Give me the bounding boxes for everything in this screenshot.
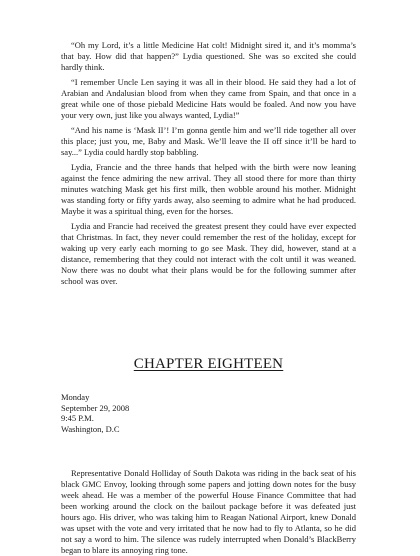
dateline-day: Monday bbox=[61, 392, 90, 402]
chapter-heading bbox=[61, 355, 356, 373]
paragraph-6: Representative Donald Holliday of South Dakota was riding in the back seat of his black GMC Envoy, looking through some papers and jotting down notes for the busy week ahead. He was a member of the powerful House Finance Committee that had been working around the clock on the bailout package before it was defeated just hours ago. His driver, who was taking him to Reagan National Airport, knew Donald was upset with the vote and very irritated that he now had to fly to Atlanta, so he did not say a word to him. The silence was rudely interrupted when Donald’s BlackBerry began to blare its annoying ring tone. bbox=[61, 468, 356, 556]
dateline-date: September 29, 2008 bbox=[61, 402, 130, 413]
paragraph-5: Lydia and Francie had received the greatest present they could have ever expected that Christmas. In fact, they never could remember the rest of the holiday, except for waking up very early each morning to go see Mask. They did, however, stand at a distance, remembering that they could not interact with the colt until it was weaned. Now there was no doubt what their plans would be for the following summer after school was over. bbox=[61, 221, 356, 286]
dateline-time: 9:45 P.M. bbox=[61, 413, 94, 424]
dateline-place: Washington, D.C bbox=[61, 423, 120, 434]
chapter-title: CHAPTER EIGHTEEN bbox=[133, 356, 284, 372]
paragraph-4: Lydia, Francie and the three hands that helped with the birth were now leaning against the fence admiring the new arrival. They all stood there for more than thirty minutes watching Mask get his first milk, then wobble around his mother. Midnight was standing forty or fifty yards away, also seeming to admire what he had produced. Maybe it was a spiritual thing, even for the horses. bbox=[61, 162, 356, 216]
dateline bbox=[61, 392, 356, 434]
paragraph-2: “I remember Uncle Len saying it was all in their blood. He said they had a lot of Arabian and Andalusian blood from when they came from Spain, and that once in a great while one of those piebald Medicine Hats would be foaled. And now you have your very own, just like you always wanted, Lydia!” bbox=[61, 77, 356, 120]
paragraph-1: “Oh my Lord, it’s a little Medicine Hat colt! Midnight sired it, and it’s momma’s that bay. How did that happen?” Lydia questioned. She was so excited she could hardly think. bbox=[61, 40, 356, 72]
paragraph-3: “And his name is ‘Mask II’! I’m gonna gentle him and we’ll ride together all over this place; just you, me, Baby and Mask. We’ll leave the II off since it’ll be hard to say...” Lydia could hardly stop babbling. bbox=[61, 125, 356, 157]
